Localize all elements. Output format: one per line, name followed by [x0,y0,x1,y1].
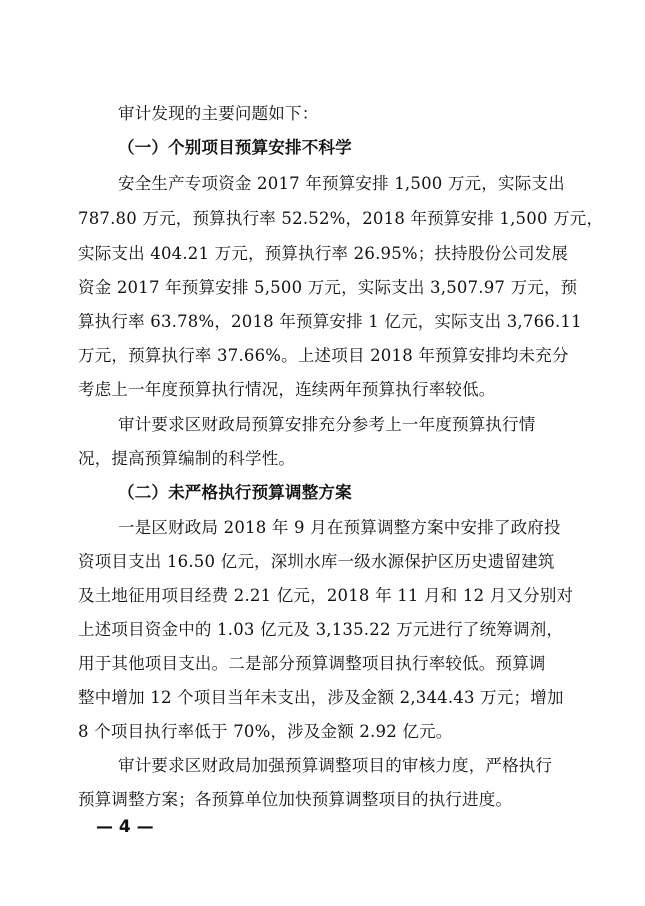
page-number: — 4 — [96,817,154,837]
paragraph-1-line-2: 787.80 万元，预算执行率 52.52%，2018 年预算安排 1,500 万元， [78,209,604,228]
paragraph-3-line-3: 及土地征用项目经费 2.21 亿元，2018 年 11 月和 12 月又分别对 [78,586,574,605]
paragraph-1-line-4: 资金 2017 年预算安排 5,500 万元，实际支出 3,507.97 万元，预 [78,278,578,297]
section-heading-2: （二）未严格执行预算调整方案 [118,483,352,502]
paragraph-2-line-2: 况，提高预算编制的科学性。 [78,449,296,468]
paragraph-3-line-1: 一是区财政局 2018 年 9 月在预算调整方案中安排了政府投 [118,518,561,537]
paragraph-1-line-5: 算执行率 63.78%，2018 年预算安排 1 亿元，实际支出 3,766.11 [78,312,582,331]
paragraph-4-line-2: 预算调整方案；各预算单位加快预算调整项目的执行进度。 [78,790,513,809]
paragraph-1-line-3: 实际支出 404.21 万元，预算执行率 26.95%；扶持股份公司发展 [78,244,569,263]
paragraph-3-line-6: 整中增加 12 个项目当年未支出，涉及金额 2,344.43 万元；增加 [78,688,564,707]
paragraph-1-line-1: 安全生产专项资金 2017 年预算安排 1,500 万元，实际支出 [118,174,565,193]
intro-line: 审计发现的主要问题如下： [118,104,319,123]
paragraph-1-line-6: 万元，预算执行率 37.66%。上述项目 2018 年预算安排均未充分 [78,346,569,365]
paragraph-3-line-4: 上述项目资金中的 1.03 亿元及 3,135.22 万元进行了统筹调剂， [78,620,564,639]
paragraph-4-line-1: 审计要求区财政局加强预算调整项目的审核力度，严格执行 [118,756,553,775]
paragraph-3-line-5: 用于其他项目支出。二是部分预算调整项目执行率较低。预算调 [78,654,546,673]
paragraph-3-line-2: 资项目支出 16.50 亿元，深圳水库一级水源保护区历史遗留建筑 [78,552,555,571]
paragraph-3-line-7: 8 个项目执行率低于 70%，涉及金额 2.92 亿元。 [78,722,453,741]
paragraph-2-line-1: 审计要求区财政局预算安排充分参考上一年度预算执行情 [118,415,536,434]
section-heading-1: （一）个别项目预算安排不科学 [118,138,352,157]
paragraph-1-line-7: 考虑上一年度预算执行情况，连续两年预算执行率较低。 [78,380,496,399]
